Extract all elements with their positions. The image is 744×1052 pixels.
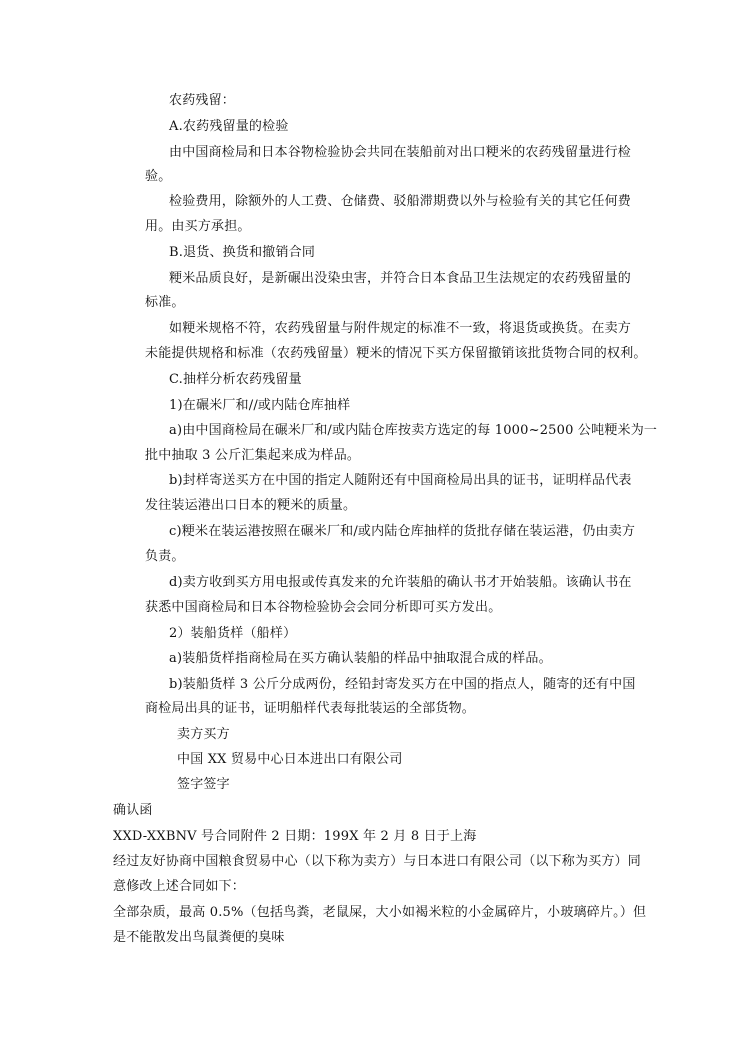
heading-pesticide-residue: 农药残留： [169, 93, 236, 108]
paragraph-line: 全部杂质，最高 0.5%（包括鸟粪，老鼠屎，大小如褐米粒的小金属碎片，小玻璃碎片。）但 [113, 905, 647, 920]
paragraph-line: b)装船货样 3 公斤分成两份，经铅封寄发买方在中国的指点人，随寄的还有中国 [169, 677, 636, 692]
paragraph-line: 商检局出具的证书，证明船样代表每批装运的全部货物。 [145, 701, 476, 716]
confirmation-letter-title: 确认函 [113, 803, 153, 818]
paragraph-line: 是不能散发出鸟鼠粪便的臭味 [113, 930, 285, 945]
subsection-2-title: 2）装船货样（船样） [169, 626, 297, 641]
paragraph-line: 意修改上述合同如下： [113, 879, 246, 894]
paragraph-line: a)装船货样指商检局在买方确认装船的样品中抽取混合成的样品。 [169, 651, 552, 666]
paragraph-line: 未能提供规格和标准（农药残留量）粳米的情况下买方保留撤销该批货物合同的权利。 [145, 346, 647, 361]
paragraph-line: 由中国商检局和日本谷物检验协会共同在装船前对出口粳米的农药残留量进行检 [169, 145, 632, 160]
signature-label: 签字签字 [177, 777, 230, 792]
signature-company: 中国 XX 贸易中心日本进出口有限公司 [177, 752, 403, 767]
paragraph-line: 经过友好协商中国粮食贸易中心（以下称为卖方）与日本进口有限公司（以下称为买方）同 [113, 854, 642, 869]
paragraph-line: 用。由买方承担。 [145, 219, 251, 234]
paragraph-line: c)粳米在装运港按照在碾米厂和/或内陆仓库抽样的货批存储在装运港，仍由卖方 [169, 524, 636, 539]
paragraph-line: 标准。 [145, 295, 185, 310]
signature-parties: 卖方买方 [177, 727, 230, 742]
paragraph-line: d)卖方收到买方用电报或传真发来的允许装船的确认书才开始装船。该确认书在 [169, 575, 632, 590]
section-a-title: A.农药残留量的检验 [169, 119, 289, 134]
subsection-1-title: 1)在碾米厂和//或内陆仓库抽样 [169, 398, 351, 413]
paragraph-line: 发往装运港出口日本的粳米的质量。 [145, 498, 357, 513]
paragraph-line: 粳米品质良好，是新碾出没染虫害，并符合日本食品卫生法规定的农药残留量的 [169, 271, 632, 286]
paragraph-line: 负责。 [145, 549, 185, 564]
paragraph-line: 验。 [145, 169, 172, 184]
section-b-title: B.退货、换货和撤销合同 [169, 245, 316, 260]
paragraph-line: 获悉中国商检局和日本谷物检验协会会同分析即可买方发出。 [145, 600, 502, 615]
paragraph-line: a)由中国商检局在碾米厂和/或内陆仓库按卖方选定的每 1000~2500 公吨粳米为一 [169, 423, 658, 438]
paragraph-line: b)封样寄送买方在中国的指定人随附还有中国商检局出具的证书，证明样品代表 [169, 473, 632, 488]
section-c-title: C.抽样分析农药残留量 [169, 372, 302, 387]
paragraph-line: 如粳米规格不符，农药残留量与附件规定的标准不一致，将退货或换货。在卖方 [169, 321, 632, 336]
paragraph-line: 批中抽取 3 公斤汇集起来成为样品。 [145, 448, 361, 463]
paragraph-line: 检验费用，除额外的人工费、仓储费、驳船滞期费以外与检验有关的其它任何费 [169, 194, 632, 209]
contract-reference-line: XXD-XXBNV 号合同附件 2 日期：199X 年 2 月 8 日于上海 [113, 829, 477, 844]
